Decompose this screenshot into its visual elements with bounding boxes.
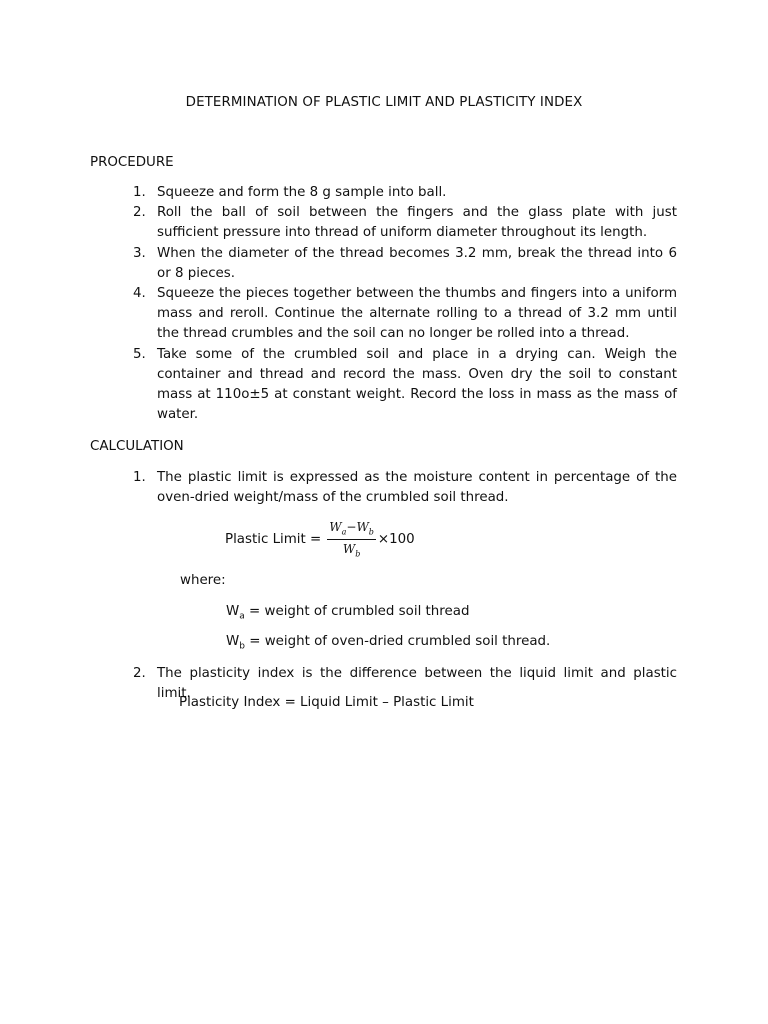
list-item-text: When the diameter of the thread becomes 3.2 mm, break the thread into 6 or 8 pieces. (157, 245, 677, 281)
procedure-heading: PROCEDURE (90, 155, 174, 170)
plastic-limit-formula (225, 517, 415, 561)
list-item-text: Take some of the crumbled soil and place in a drying can. Weigh the container and thread and record the mass. Oven dry the soil to constant mass at 110o±5 at constant weight. Record the loss in mass as the mass of water. (157, 346, 677, 423)
calculation-list (133, 468, 677, 508)
list-item-number: 5. (133, 346, 146, 362)
formula-denominator: $W_b$ (342, 541, 361, 558)
formula-numerator: $W_a-W_b$ (327, 520, 376, 539)
definition-wb: $W_b$ = weight of oven-dried crumbled soil thread. (226, 634, 551, 652)
list-item (133, 284, 677, 345)
formula-lhs: Plastic Limit = (225, 531, 322, 547)
list-item-text: Squeeze the pieces together between the thumbs and fingers into a uniform mass and reroll. Continue the alternate rolling to a thread of 3.2 mm until the thread crumbles and the soil can no longer be rolled into a thread. (157, 286, 677, 342)
list-item-number: 1. (133, 470, 146, 485)
formula-fraction (327, 520, 376, 558)
calculation-heading: CALCULATION (90, 439, 184, 454)
where-label: where: (180, 573, 226, 588)
list-item-text: The plasticity index is the difference between the liquid limit and plastic limit. (157, 666, 677, 702)
list-item (133, 244, 677, 284)
procedure-list (133, 183, 677, 425)
list-item-text: The plastic limit is expressed as the moisture content in percentage of the oven-dried weight/mass of the crumbled soil thread. (157, 470, 677, 506)
formula-multiplier: ×100 (377, 531, 415, 547)
list-item-number: 1. (133, 185, 146, 200)
list-item (133, 345, 677, 426)
list-item-text: Squeeze and form the 8 g sample into ball. (157, 185, 447, 200)
list-item-number: 3. (133, 245, 146, 261)
plasticity-index-formula: Plasticity Index = Liquid Limit – Plastic Limit (179, 695, 474, 710)
list-item (133, 468, 677, 508)
document-title: DETERMINATION OF PLASTIC LIMIT AND PLASTICITY INDEX (185, 95, 583, 110)
definition-wa: $W_a$ = weight of crumbled soil thread (226, 604, 470, 622)
list-item (133, 183, 677, 203)
list-item-number: 2. (133, 666, 146, 681)
list-item-number: 4. (133, 286, 146, 302)
list-item-text: Roll the ball of soil between the fingers and the glass plate with just sufficient pressure into thread of uniform diameter throughout its length. (157, 205, 677, 241)
list-item (133, 203, 677, 243)
list-item-number: 2. (133, 205, 146, 221)
